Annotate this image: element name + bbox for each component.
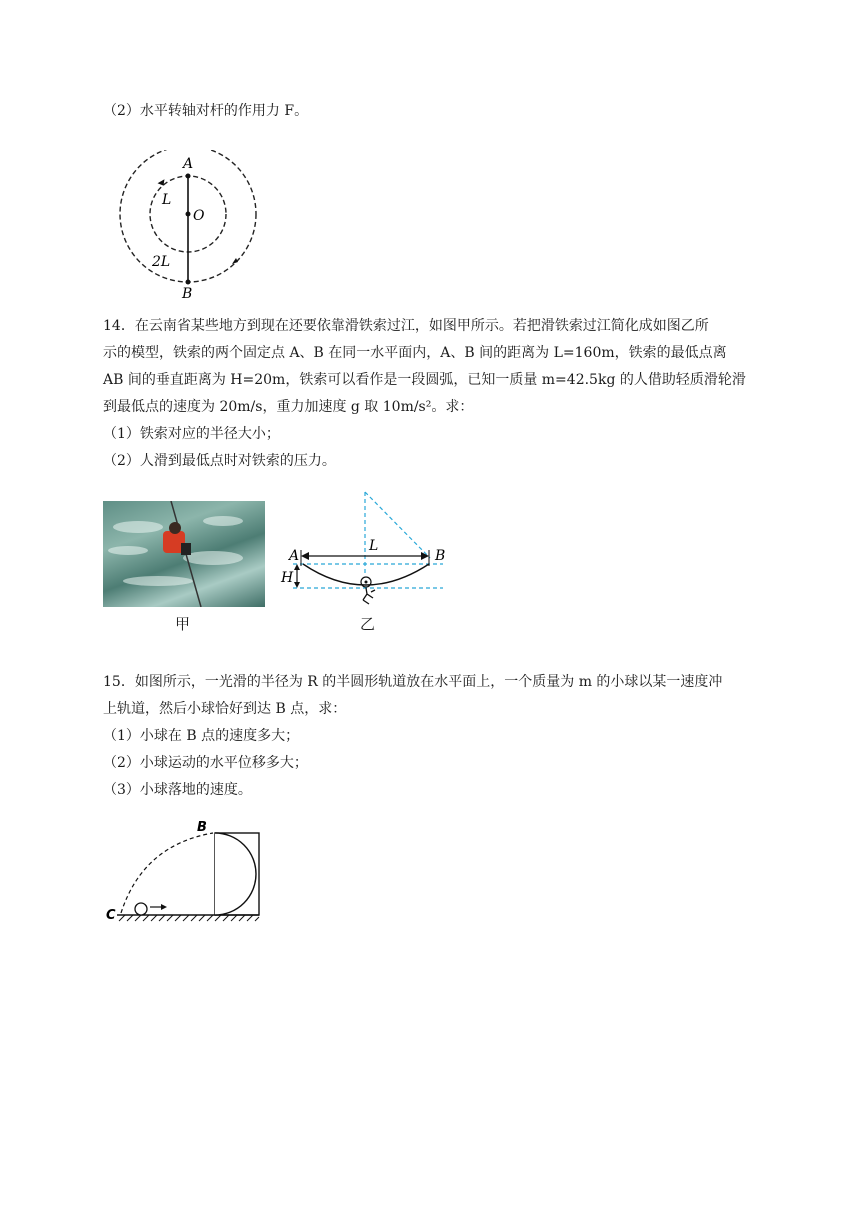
label-l: L [162,192,172,208]
q14-line3: AB 间的垂直距离为 H=20m，铁索可以看作是一段圆弧，已知一质量 m=42.5kg 的人借助轻质滑轮滑 [103,372,746,388]
label-l: L [369,538,379,554]
label-o: O [193,208,205,224]
label-c: C [106,908,116,923]
q14-line4: 到最低点的速度为 20m/s，重力加速度 g 取 10m/s²。求： [103,399,474,415]
q14-part1: （1）铁索对应的半径大小； [103,426,280,442]
arrow-outer [232,258,238,264]
label-h: H [281,570,294,586]
q15-part3: （3）小球落地的速度。 [103,782,252,798]
label-b: B [197,820,207,835]
point-a [186,174,191,179]
label-a: A [183,156,194,172]
q15-part2: （2）小球运动的水平位移多大； [103,755,308,771]
label-a: A [289,548,300,564]
pivot-o [186,212,191,217]
q14-line1: 14．在云南省某些地方到现在还要依靠滑铁索过江，如图甲所示。若把滑铁索过江简化成如图乙所 [103,318,709,334]
ball [135,903,147,915]
semicircle-track [215,833,256,915]
q15-line2: 上轨道，然后小球恰好到达 B 点，求： [103,701,347,717]
ground-hatching [119,915,259,921]
caption-model: 乙 [360,615,376,633]
zipline-model-figure [275,490,455,610]
person-icon [363,588,375,604]
q14-part2: （2）人滑到最低点时对铁索的压力。 [103,453,336,469]
semicircle-track-figure [103,815,273,930]
circle-motion-figure [110,150,270,300]
zipline-photo [103,501,265,607]
q15-line1: 15．如图所示，一光滑的半径为 R 的半圆形轨道放在水平面上，一个质量为 m 的小球以某一速度冲 [103,674,723,690]
q15-part1: （1）小球在 B 点的速度多大； [103,728,300,744]
q14-line2: 示的模型，铁索的两个固定点 A、B 在同一水平面内，A、B 间的距离为 L=160m，铁索的最低点离 [103,345,727,361]
q13-part2: （2）水平转轴对杆的作用力 F。 [103,103,309,119]
trajectory [121,833,213,913]
label-2l: 2L [152,254,171,270]
label-b: B [182,286,193,300]
caption-photo: 甲 [175,615,191,633]
label-b: B [435,548,446,564]
point-b [186,280,191,285]
